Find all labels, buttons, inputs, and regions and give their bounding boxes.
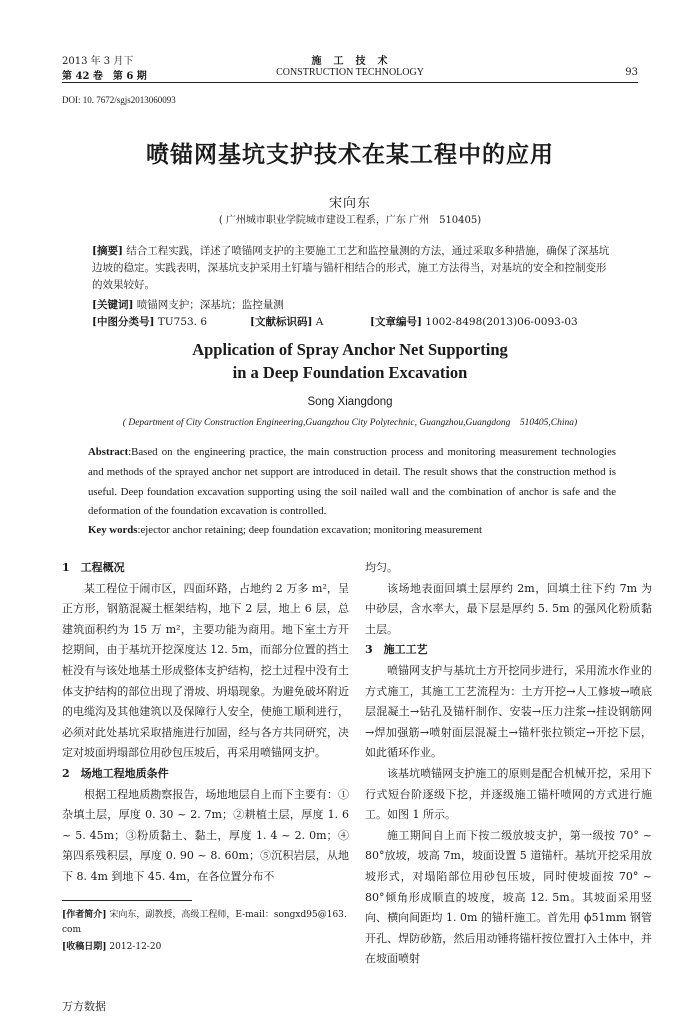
abstract-cn <box>92 243 612 294</box>
watermark: 万方数据 <box>62 1000 106 1013</box>
article-number: [文章编号] 1002-8498(2013)06-0093-03 <box>370 316 578 328</box>
section-2-heading: 2 场地工程地质条件 <box>62 766 169 780</box>
keywords-cn-text: 喷锚网支护；深基坑；监控量测 <box>136 299 284 311</box>
author-cn: 宋向东 <box>328 196 371 211</box>
header-volume: 第 42 卷 第 6 期 <box>62 71 147 82</box>
header-date: 2013 年 3 月下 <box>62 56 134 67</box>
keywords-cn-label: [关键词] <box>92 299 134 311</box>
section-1-heading: 1 工程概况 <box>62 561 125 574</box>
title-en-line1: Application of Spray Anchor Net Supporting <box>192 340 508 359</box>
body-right-column <box>365 558 652 970</box>
clc: [中图分类号] TU753. 6 <box>92 316 208 328</box>
section-3-heading: 3 施工工艺 <box>365 643 428 657</box>
header-journal-cn: 施 工 技 术 <box>311 56 389 67</box>
abstract-cn-label: [摘要] <box>92 245 123 257</box>
body-left-column <box>62 558 349 888</box>
author-en: Song Xiangdong <box>307 396 393 408</box>
abstract-en <box>88 443 616 522</box>
doi: DOI: 10. 7672/sgjs2013060093 <box>62 95 176 105</box>
abstract-en-label: Abstract <box>88 446 129 458</box>
affiliation-cn: ( 广州城市职业学院城市建设工程系，广东 广州 510405) <box>218 215 482 226</box>
header-page-number: 93 <box>625 67 638 78</box>
abstract-en-text: :Based on the engineering practice, the main construction process and monitoring measurement technologies and methods of the sprayed anchor net support are introduced in detail. The result shows that the construction method is useful. Deep foundation excavation supporting using the soil nailed wall and the combination of anchor is safe and the deformation of the foundation excavation is controlled. <box>88 446 616 518</box>
footnote-received: [收稿日期] 2012-12-20 <box>62 942 162 952</box>
keywords-en-text: :ejector anchor retaining; deep foundation excavation; monitoring measurement <box>137 524 482 536</box>
section-3-paragraph-3: 施工期间自上而下按二级放坡支护，第一级按 70° ~ 80°放坡，坡高 7m，坡面设置 5 道锚杆。基坑开挖采用放坡形式，对塌陷部位用砂包压坡，同时使坡面按 70° ~ 80°倾角形成顺直的坡度，坡高 12. 5m。其坡面采用竖向、横向间距均 1. 0m 的锚杆施工。首先用 ϕ51mm 钢管开孔、焊防砂筋，然后用动锤将锚杆按位置打入土体中，并在坡面喷射 <box>365 828 652 966</box>
affiliation-en: ( Department of City Construction Engineering,Guangzhou City Polytechnic, Guangzhou,Guangdong 510405,China) <box>122 418 578 428</box>
section-2-paragraph: 根据工程地质勘察报告，场地地层自上而下主要有：①杂填土层，厚度 0. 30 ~ 2. 7m；②耕植土层，厚度 1. 6 ~ 5. 45m；③粉质黏土、黏土，厚度 1. 4 ~ 2. 0m；④第四系残积层，厚度 0. 90 ~ 8. 60m；⑤沉积岩层，从地下 8. 4m 到地下 45. 4m，在各位置分布不 <box>62 787 349 883</box>
header-journal-en: CONSTRUCTION TECHNOLOGY <box>276 67 424 78</box>
footnote-author: [作者简介] 宋向东，副教授，高级工程师，E-mail：songxd95@163. com <box>62 910 347 935</box>
header-rule <box>62 82 638 83</box>
keywords-en <box>88 521 616 541</box>
page-title: 喷锚网基坑支护技术在某工程中的应用 <box>146 141 554 168</box>
keywords-cn <box>92 297 612 314</box>
section-3-paragraph-1: 喷锚网支护与基坑土方开挖同步进行，采用流水作业的方式施工，其施工工艺流程为：土方开挖→人工修坡→喷底层混凝土→钻孔及锚杆制作、安装→压力注浆→挂设钢筋网→焊加强筋→喷射面层混凝土→锚杆张拉锁定→开挖下层，如此循环作业。 <box>365 663 652 760</box>
title-en-line2: in a Deep Foundation Excavation <box>232 363 468 382</box>
section-2-continuation: 均匀。 <box>365 561 398 574</box>
section-2-paragraph-2: 该场地表面回填土层厚约 2m，回填土往下约 7m 为中砂层，含水率大，最下层是厚约 5. 5m 的强风化粉质黏土层。 <box>365 581 652 636</box>
section-1-paragraph: 某工程位于闹市区，四面环路，占地约 2 万多 m²，呈正方形，钢筋混凝土框架结构，地下 2 层，地上 6 层，总建筑面积约为 15 万 m²，主要功能为商用。地下室土方开挖期间，由于基坑开挖深度达 12. 5m，而部分位置的挡土桩没有与该处地基土形成整体支护结构，挖土过程中没有土体支护结构的部位出现了滑坡、坍塌现象。为避免破坏附近的电缆沟及其他建筑以及保障行人安全，使施工顺利进行，必须对此处基坑采取措施进行加固，经与各方共同研究，决定对坡面坍塌部位用砂包压坡后，再采用喷锚网支护。 <box>62 581 349 760</box>
abstract-cn-text: 结合工程实践，详述了喷锚网支护的主要施工工艺和监控量测的方法，通过采取多种措施，确保了深基坑边坡的稳定。实践表明，深基坑支护采用土钉墙与锚杆相结合的形式，施工方法得当，对基坑的安全和控制变形的效果较好。 <box>92 245 610 291</box>
keywords-en-label: Key words <box>88 524 138 536</box>
document-code: [文献标识码] A <box>250 316 324 328</box>
footnote-rule <box>62 900 192 901</box>
section-3-paragraph-2: 该基坑喷锚网支护施工的原则是配合机械开挖，采用下行式短台阶逐级下挖，并逐级施工锚杆喷网的方式进行施工。如图 1 所示。 <box>365 766 652 822</box>
